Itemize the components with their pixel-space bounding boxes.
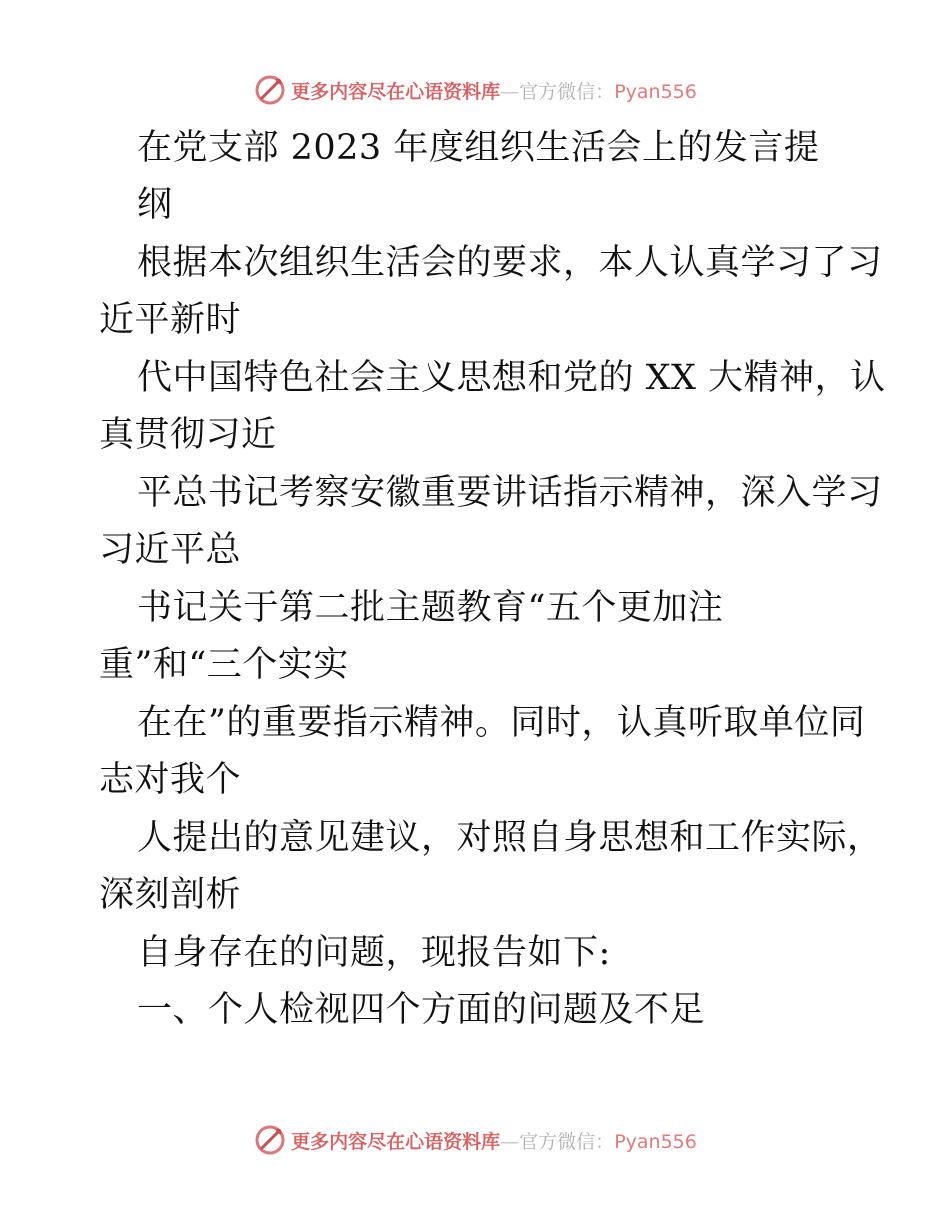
- body-line: 志对我个: [99, 760, 242, 800]
- body-line: 书记关于第二批主题教育“五个更加注: [137, 588, 724, 628]
- body-line: 根据本次组织生活会的要求，本人认真学习了习: [137, 243, 883, 283]
- body-line: 深刻剖析: [99, 875, 242, 915]
- watermark-brand: 更多内容尽在心语资料库: [291, 80, 501, 103]
- watermark-label: 官方微信：: [519, 80, 615, 103]
- watermark-handle: Pyan556: [614, 1130, 697, 1153]
- watermark-handle: Pyan556: [614, 80, 697, 103]
- body-line: 习近平总: [99, 530, 242, 570]
- body-line: 自身存在的问题，现报告如下:: [137, 933, 611, 973]
- body-line: 真贯彻习近: [99, 415, 277, 455]
- body-line: 人提出的意见建议，对照自身思想和工作实际，: [137, 818, 883, 858]
- footer-watermark: [0, 1120, 950, 1160]
- watermark-dash: —: [500, 80, 520, 103]
- quill-logo-icon: [253, 73, 287, 107]
- watermark-text: [291, 77, 697, 104]
- watermark-brand: 更多内容尽在心语资料库: [291, 1130, 501, 1153]
- header-watermark: [0, 70, 950, 110]
- body-line: 近平新时: [99, 300, 242, 340]
- document-title-line-1: 在党支部 2023 年度组织生活会上的发言提: [137, 128, 820, 168]
- body-line: 平总书记考察安徽重要讲话指示精神，深入学习: [137, 473, 883, 513]
- body-line: 代中国特色社会主义思想和党的 XX 大精神，认: [137, 358, 886, 398]
- quill-logo-icon: [253, 1123, 287, 1157]
- document-title-line-2: 纲: [137, 185, 173, 225]
- body-line: 在在”的重要指示精神。同时，认真听取单位同: [137, 703, 866, 743]
- section-heading: 一、个人检视四个方面的问题及不足: [137, 990, 706, 1030]
- watermark-text: [291, 1127, 697, 1154]
- body-line: 重”和“三个实实: [99, 645, 349, 685]
- watermark-dash: —: [500, 1130, 520, 1153]
- watermark-label: 官方微信：: [519, 1130, 615, 1153]
